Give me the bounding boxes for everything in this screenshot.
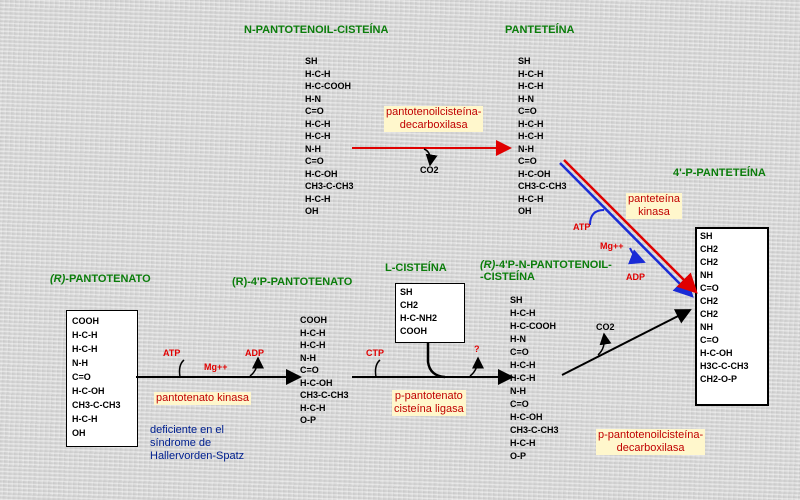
co2-top-curve [424, 149, 430, 165]
adp-label-2: ADP [626, 272, 646, 282]
atp-label-2: ATP [573, 222, 591, 232]
atp-curve [180, 360, 185, 377]
structure-panteteina: SH H-C-H H-C-H H-N C=O H-C-H H-C-H N-H C=O H-C-OH CH3-C-CH3 H-C-H OH [518, 56, 567, 216]
co2-mid-curve [598, 334, 604, 355]
ctp-curve [376, 360, 381, 377]
deficiency-note: deficiente en el síndrome de Hallervorden-Spatz [150, 424, 245, 462]
title-panteteina: PANTETEÍNA [505, 24, 575, 36]
arrow-decarbox-bottom [562, 310, 690, 375]
adp-label-1: ADP [245, 348, 265, 358]
title-pantotenato: (R)-PANTOTENATO [50, 273, 151, 285]
title-4p-pantotenato: (R)-4'P-PANTOTENATO [232, 276, 353, 288]
cisteina-feed [428, 342, 445, 377]
enzyme-decarboxilasa-bottom: p-pantotenoilcisteína- decarboxilasa [598, 429, 704, 454]
structure-pantotenato: COOH H-C-H H-C-H N-H C=O H-C-OH CH3-C-CH3 H-C-H OH [72, 316, 121, 438]
structure-4p-pantotenato: COOH H-C-H H-C-H N-H C=O H-C-OH CH3-C-CH3 H-C-H O-P [300, 315, 349, 425]
atp-label-1: ATP [163, 348, 181, 358]
structure-4p-n-pantotenoil-cisteina: SH H-C-H H-C-COOH H-N C=O H-C-H H-C-H N-H C=O H-C-OH CH3-C-CH3 H-C-H O-P [510, 295, 559, 461]
co2-label-top: CO2 [420, 165, 439, 175]
adp2-curve [630, 248, 644, 262]
atp2-curve [590, 210, 604, 225]
structure-l-cisteina: SH CH2 H-C-NH2 COOH [400, 287, 437, 336]
structure-n-pantotenoil-cisteina: SH H-C-H H-C-COOH H-N C=O H-C-H H-C-H N-H C=O H-C-OH CH3-C-CH3 H-C-H OH [305, 56, 354, 216]
unknown-label: ? [474, 344, 480, 354]
title-l-cisteina: L-CISTEÍNA [385, 262, 447, 274]
enzyme-pantotenato-kinasa: pantotenato kinasa [156, 392, 249, 404]
title-n-pantotenoil-cisteina: N-PANTOTENOIL-CISTEÍNA [244, 24, 389, 36]
enzyme-panteteina-kinasa: panteteína kinasa [628, 193, 680, 218]
structure-4p-panteteina: SH CH2 CH2 NH C=O CH2 CH2 NH C=O H-C-OH H3C-C-CH3 CH2-O-P [700, 231, 749, 384]
adp-curve [250, 358, 258, 376]
ctp-label: CTP [366, 348, 384, 358]
unknown-curve [470, 358, 478, 376]
co2-label-mid: CO2 [596, 322, 615, 332]
title-4p-panteteina: 4'-P-PANTETEÍNA [673, 167, 766, 179]
title-4p-n-pantotenoil-cisteina: (R)-4'P-N-PANTOTENOIL- -CISTEÍNA [480, 259, 612, 283]
mg-label-1: Mg++ [204, 362, 228, 372]
enzyme-ligasa: p-pantotenato cisteína ligasa [394, 390, 464, 415]
enzyme-decarboxilasa-top: pantotenoilcisteína- decarboxilasa [386, 106, 482, 131]
mg-label-2: Mg++ [600, 241, 624, 251]
